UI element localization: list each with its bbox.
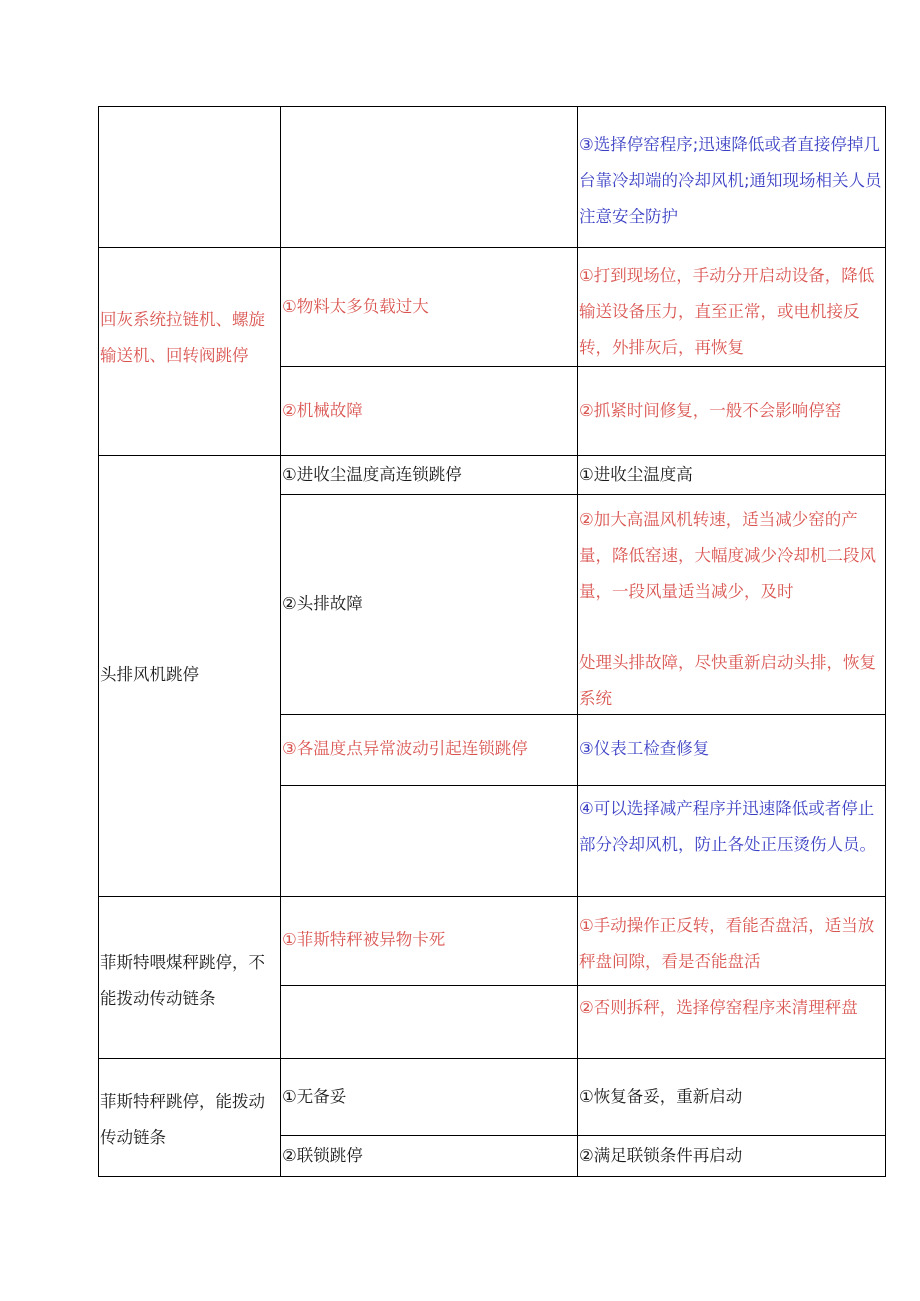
action-cell: ②抓紧时间修复，一般不会影响停窑 <box>579 401 842 420</box>
action-cell: ④可以选择减产程序并迅速降低或者停止部分冷却风机，防止各处正压烫伤人员。 <box>579 799 876 854</box>
fault-cell: 回灰系统拉链机、螺旋输送机、回转阀跳停 <box>100 310 265 365</box>
column-divider <box>280 106 281 1177</box>
cause-cell: ①无备妥 <box>282 1087 347 1106</box>
row-divider <box>98 1058 886 1059</box>
row-divider <box>98 247 886 248</box>
row-divider <box>280 494 886 495</box>
action-cell: ①恢复备妥，重新启动 <box>579 1087 743 1106</box>
row-divider <box>98 896 886 897</box>
action-cell: ②满足联锁条件再启动 <box>579 1146 743 1165</box>
table-border-left <box>98 106 99 1177</box>
fault-cell: 菲斯特秤跳停，能拨动传动链条 <box>100 1092 265 1147</box>
action-cell: 处理头排故障，尽快重新启动头排，恢复系统 <box>579 653 876 708</box>
action-cell: ③选择停窑程序;迅速降低或者直接停掉几台靠冷却端的冷却风机;通知现场相关人员注意安全防护 <box>579 135 882 226</box>
row-divider <box>280 1135 886 1136</box>
cause-cell: ③各温度点异常波动引起连锁跳停 <box>282 739 528 758</box>
table-border-right <box>885 106 886 1177</box>
column-divider <box>577 106 578 1177</box>
fault-cell: 菲斯特喂煤秤跳停，不能拨动传动链条 <box>100 953 265 1008</box>
table-border-bottom <box>98 1176 886 1177</box>
cause-cell: ①菲斯特秤被异物卡死 <box>282 930 446 949</box>
cause-cell: ②头排故障 <box>282 594 363 613</box>
cause-cell: ②联锁跳停 <box>282 1146 363 1165</box>
cause-cell: ①进收尘温度高连锁跳停 <box>282 465 462 484</box>
row-divider <box>280 785 886 786</box>
table-border-top <box>98 106 886 107</box>
cause-cell: ①物料太多负载过大 <box>282 297 429 316</box>
row-divider <box>280 985 886 986</box>
action-cell: ①手动操作正反转，看能否盘活，适当放秤盘间隙，看是否能盘活 <box>579 916 875 971</box>
fault-cell: 头排风机跳停 <box>100 665 199 684</box>
action-cell: ②否则拆秤，选择停窑程序来清理秤盘 <box>579 998 858 1017</box>
action-cell: ③仪表工检查修复 <box>579 739 710 758</box>
row-divider <box>98 455 886 456</box>
action-cell: ①打到现场位，手动分开启动设备，降低输送设备压力，直至正常，或电机接反转，外排灰后，再恢复 <box>579 266 875 357</box>
cause-cell: ②机械故障 <box>282 401 363 420</box>
row-divider <box>280 366 886 367</box>
action-cell: ②加大高温风机转速，适当减少窑的产量，降低窑速，大幅度减少冷却机二段风量，一段风量适当减少，及时 <box>579 510 876 601</box>
action-cell: ①进收尘温度高 <box>579 465 693 484</box>
